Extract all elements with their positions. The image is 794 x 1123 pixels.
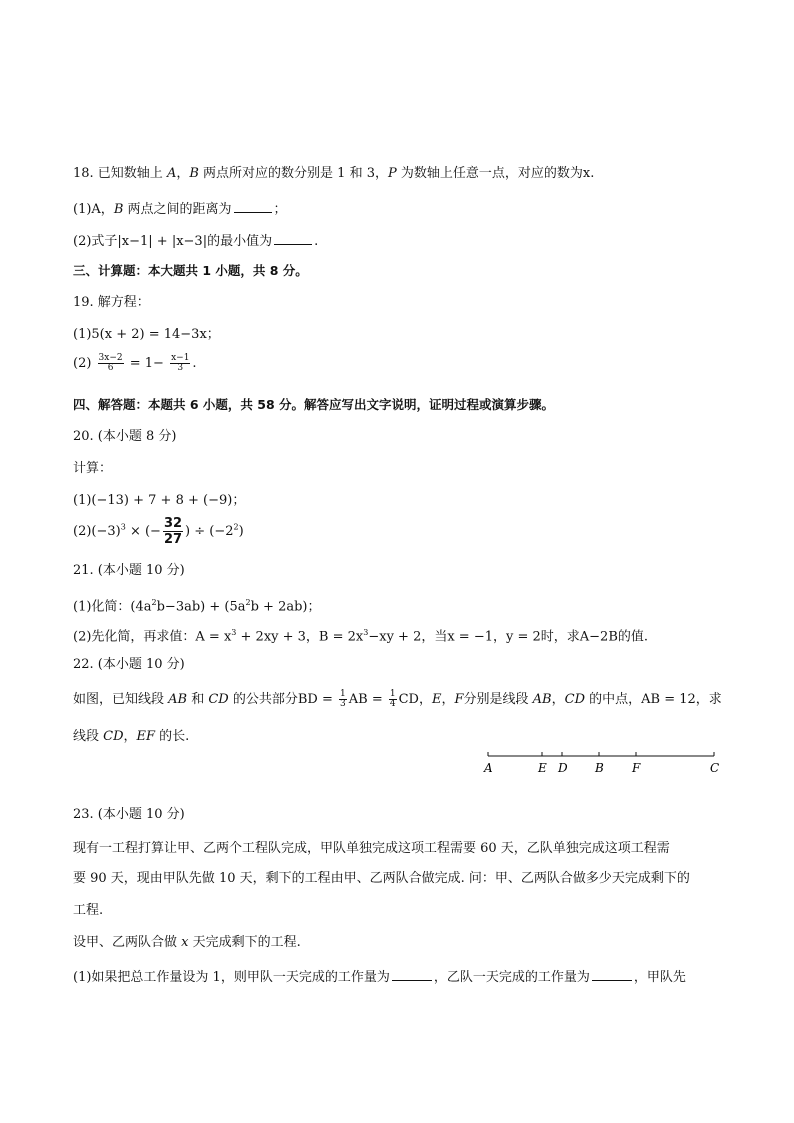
q19-part1: (1)5(x + 2) = 14−3x； [73, 327, 220, 342]
section-3-heading: 三、计算题：本大题共 1 小题，共 8 分。 [73, 263, 308, 278]
q23-line3: 工程. [73, 903, 104, 918]
q20-part2: $(2)(-3)^3$ × (− $\frac{32}{27}$ ) ÷ $(-2^2)$ [73, 516, 244, 547]
q22-line1: 如图，已知线段 AB 和 CD 的公共部分BD = $\frac{1}{3}$ AB = $\frac{1}{4}$ CD，E，F分别是线段 AB，CD 的中点，AB = 12，求 [73, 689, 722, 709]
q19-part2: (2) $\frac{3x-2}{6}$ = 1− $\frac{x-1}{3}$ . [73, 353, 197, 373]
point-label-B: B [595, 761, 604, 775]
fraction: $\frac{1}{3}$ [340, 689, 346, 709]
q23-part1: (1)如果把总工作量设为 1，则甲队一天完成的工作量为 ，乙队一天完成的工作量为 ，甲队先 [73, 966, 686, 987]
fraction: $\frac{1}{4}$ [389, 689, 396, 709]
q23-line4: 设甲、乙两队合做 x 天完成剩下的工程. [73, 935, 301, 950]
q20-part1: (1)(−13) + 7 + 8 + (−9)； [73, 493, 246, 508]
q23-title: 23. (本小题 10 分) [73, 807, 185, 822]
q23-line2: 要 90 天，现由甲队先做 10 天，剩下的工程由甲、乙两队合做完成. 问：甲、乙两队合做多少天完成剩下的 [73, 871, 690, 886]
line-segment-figure [478, 748, 728, 778]
answer-blank [392, 966, 432, 981]
q23-line1: 现有一工程打算让甲、乙两个工程队完成，甲队单独完成这项工程需要 60 天，乙队单独完成这项工程需 [73, 841, 670, 856]
point-label-A: A [484, 761, 493, 775]
q21-part1: (1)化简：$(4a^2b-3ab) + (5a^2b + 2ab)$； [73, 598, 321, 615]
answer-blank [234, 198, 272, 213]
q20-intro: 计算： [73, 461, 113, 476]
q22-title: 22. (本小题 10 分) [73, 657, 185, 672]
q22-line2: 线段 CD，EF 的长. [73, 729, 190, 744]
point-label-C: C [710, 761, 720, 775]
section-4-heading: 四、解答题：本题共 6 小题，共 58 分。解答应写出文字说明，证明过程或演算步骤。 [73, 397, 555, 412]
fraction: $\frac{32}{27}$ [163, 516, 183, 547]
answer-blank [274, 230, 312, 245]
q18-part1: (1)A，B 两点之间的距离为 ； [73, 198, 287, 219]
point-label-E: E [538, 761, 547, 775]
q21-part2: (2)先化简，再求值：$A = x^3 + 2xy + 3$，$B = 2x^3-xy + 2$，当x = −1，y = 2时，求A−2B的值. [73, 628, 649, 645]
q18-stem: 18. 已知数轴上 A，B 两点所对应的数分别是 1 和 3，P 为数轴上任意一点，对应的数为x. [73, 166, 595, 181]
q19-title: 19. 解方程： [73, 295, 150, 310]
point-label-F: F [632, 761, 641, 775]
fraction: $\frac{3x-2}{6}$ [98, 353, 123, 373]
fraction: $\frac{x-1}{3}$ [171, 353, 190, 373]
q21-title: 21. (本小题 10 分) [73, 563, 185, 578]
point-label-D: D [558, 761, 568, 775]
q18-part2: (2)式子|x−1| + |x−3|的最小值为 . [73, 230, 318, 251]
answer-blank [592, 966, 632, 981]
q20-title: 20. (本小题 8 分) [73, 429, 177, 444]
